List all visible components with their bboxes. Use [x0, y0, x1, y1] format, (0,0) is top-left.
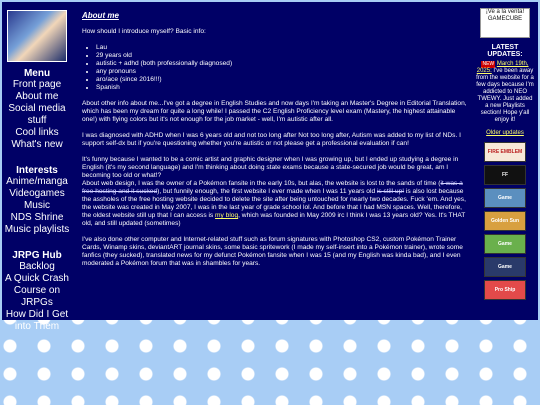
strike-text-1: it was a free hosting and it sucked — [82, 180, 463, 195]
right-sidebar — [476, 8, 534, 318]
paragraph-degree: About other info about me...I've got a degree in English Studies and now days I'm taking an Master's Degree in Editorial Translation, which has been my dream for quite a long while! I passed the C2 English Proficiency level exam (Mastery, the highest attainable one!) with flying colors but it's not enough for the job market - well, I'm autistic after all. — [82, 100, 467, 123]
nav-nds-shrine[interactable]: NDS Shrine — [10, 212, 64, 223]
nav-whats-new[interactable]: What's new — [11, 139, 63, 150]
jrpg-heading: JRPG Hub — [12, 250, 62, 261]
webdesign-text-a: About web design, I was the owner of a Pokémon fansite in the early 10s, but alas, the website is lost to the sands of time ( — [82, 180, 441, 187]
fact-item: • Lau — [96, 44, 468, 52]
webdesign-text-d: , which was founded in May 2009 irc I think I was 13 years old? Yes. It's THAT old, and still updated (sometimes) — [82, 212, 466, 227]
golden-sun-button[interactable]: Golden Sun — [484, 211, 526, 231]
fire-emblem-button[interactable]: FIRE EMBLEM — [484, 142, 526, 162]
game-button[interactable]: Game — [484, 188, 526, 208]
interests-nav — [2, 176, 72, 236]
nav-front-page[interactable]: Front page — [12, 79, 62, 90]
paragraph-other-stuff: I've also done other computer and Internet-related stuff such as forum signatures with Photoshop CS2, custom Pokémon Trainer Cards, Winamp skins, deviantART journal skins, some basic spritework (I made my self-insert into a Pokémon trainer), wrote some fanfics (they sucked), translated news for my defunct Pokémon fansite when I was 15 (and my English was kinda bad), and I even moderated a Pokémon forum that was in shambles for years. — [82, 236, 463, 267]
nav-music-playlists[interactable]: Music playlists — [4, 224, 70, 235]
nav-social-media[interactable]: Social media stuff — [8, 103, 66, 126]
game-button[interactable]: FF — [484, 165, 526, 185]
fact-item: • any pronouns — [96, 68, 468, 76]
webdesign-text-b: ), but funnily enough, the first website I ever made when I was 11 years old — [157, 188, 377, 195]
main-content — [82, 12, 468, 312]
page-title: About me — [82, 12, 119, 20]
paragraph-diagnosis: I was diagnosed with ADHD when I was 6 years old and not too long after Not too long after, Autism was added to my list of NDs. I support self-dx but if you're questioning whether you're autistic or not please get a professional evaluation if can! — [82, 132, 461, 147]
menu-heading: Menu — [23, 68, 51, 79]
avatar — [7, 10, 67, 62]
new-badge: NEW — [482, 61, 495, 67]
menu-nav — [2, 79, 72, 151]
gamecube-banner-line1: ¡Ve a la venta! — [485, 9, 525, 15]
interests-heading: Interests — [16, 165, 58, 176]
fact-item: • aro/ace (since 2016!!!) — [96, 76, 468, 84]
left-sidebar — [2, 2, 72, 332]
nav-anime-manga[interactable]: Anime/manga — [6, 176, 68, 187]
older-updates-link[interactable]: Older updates — [486, 130, 524, 136]
updates-heading: LATEST UPDATES: — [487, 44, 523, 58]
career-text: It's funny because I wanted to be a comic artist and graphic designer when I was growing up, but I ended up studying a degree in English (it's my second language) and I'm thinking about doing state exams because a state-secured job would be great, am I becoming too old or what!? — [82, 156, 459, 179]
update-entry — [476, 61, 534, 124]
webdesign-text-c: is also lost because the assholes of the free hosting website decided to delete the site after being untouched for nearly two decades. Fuck 'em. And yes, the website was created in May 2007, I was in the last year of grade school lol. And before that I had MSN spaces. Well, therefore, the oldest website still up that I can access is — [82, 188, 466, 219]
my-blog-link[interactable]: my blog — [215, 212, 239, 219]
nav-how-did-i-get[interactable]: How Did I Get into Them — [5, 309, 69, 332]
nav-music[interactable]: Music — [23, 200, 51, 211]
gamecube-banner-line2: GAMECUBE — [487, 16, 523, 22]
update-text: I've been away from the website for a few days because I'm addicted to NEO TWEWY. Just added a new Playlists section! Hope y'all enjoy it! — [476, 68, 534, 123]
nav-about-me[interactable]: About me — [15, 91, 59, 102]
game-button[interactable]: Game — [484, 257, 526, 277]
gamecube-banner — [480, 8, 530, 38]
nav-videogames[interactable]: Videogames — [9, 188, 65, 199]
fact-item: • Spanish — [96, 84, 468, 92]
game-button[interactable]: Game — [484, 234, 526, 254]
fact-item: • autistic + adhd (both professionally diagnosed) — [96, 60, 468, 68]
intro-text: How should I introduce myself? Basic info: — [82, 28, 206, 35]
nav-backlog[interactable]: Backlog — [19, 261, 55, 272]
fact-item: • 29 years old — [96, 52, 468, 60]
update-date-link[interactable]: March 19th, 2025: — [476, 61, 529, 74]
jrpg-nav — [2, 261, 72, 333]
strike-text-2: is still up! — [376, 188, 405, 195]
pro-ship-button[interactable]: Pro Ship — [484, 280, 526, 300]
nav-crash-course[interactable]: A Quick Crash Course on JRPGs — [5, 273, 69, 308]
paragraph-career — [82, 156, 468, 228]
facts-list — [82, 44, 468, 92]
nav-cool-links[interactable]: Cool links — [15, 127, 59, 138]
